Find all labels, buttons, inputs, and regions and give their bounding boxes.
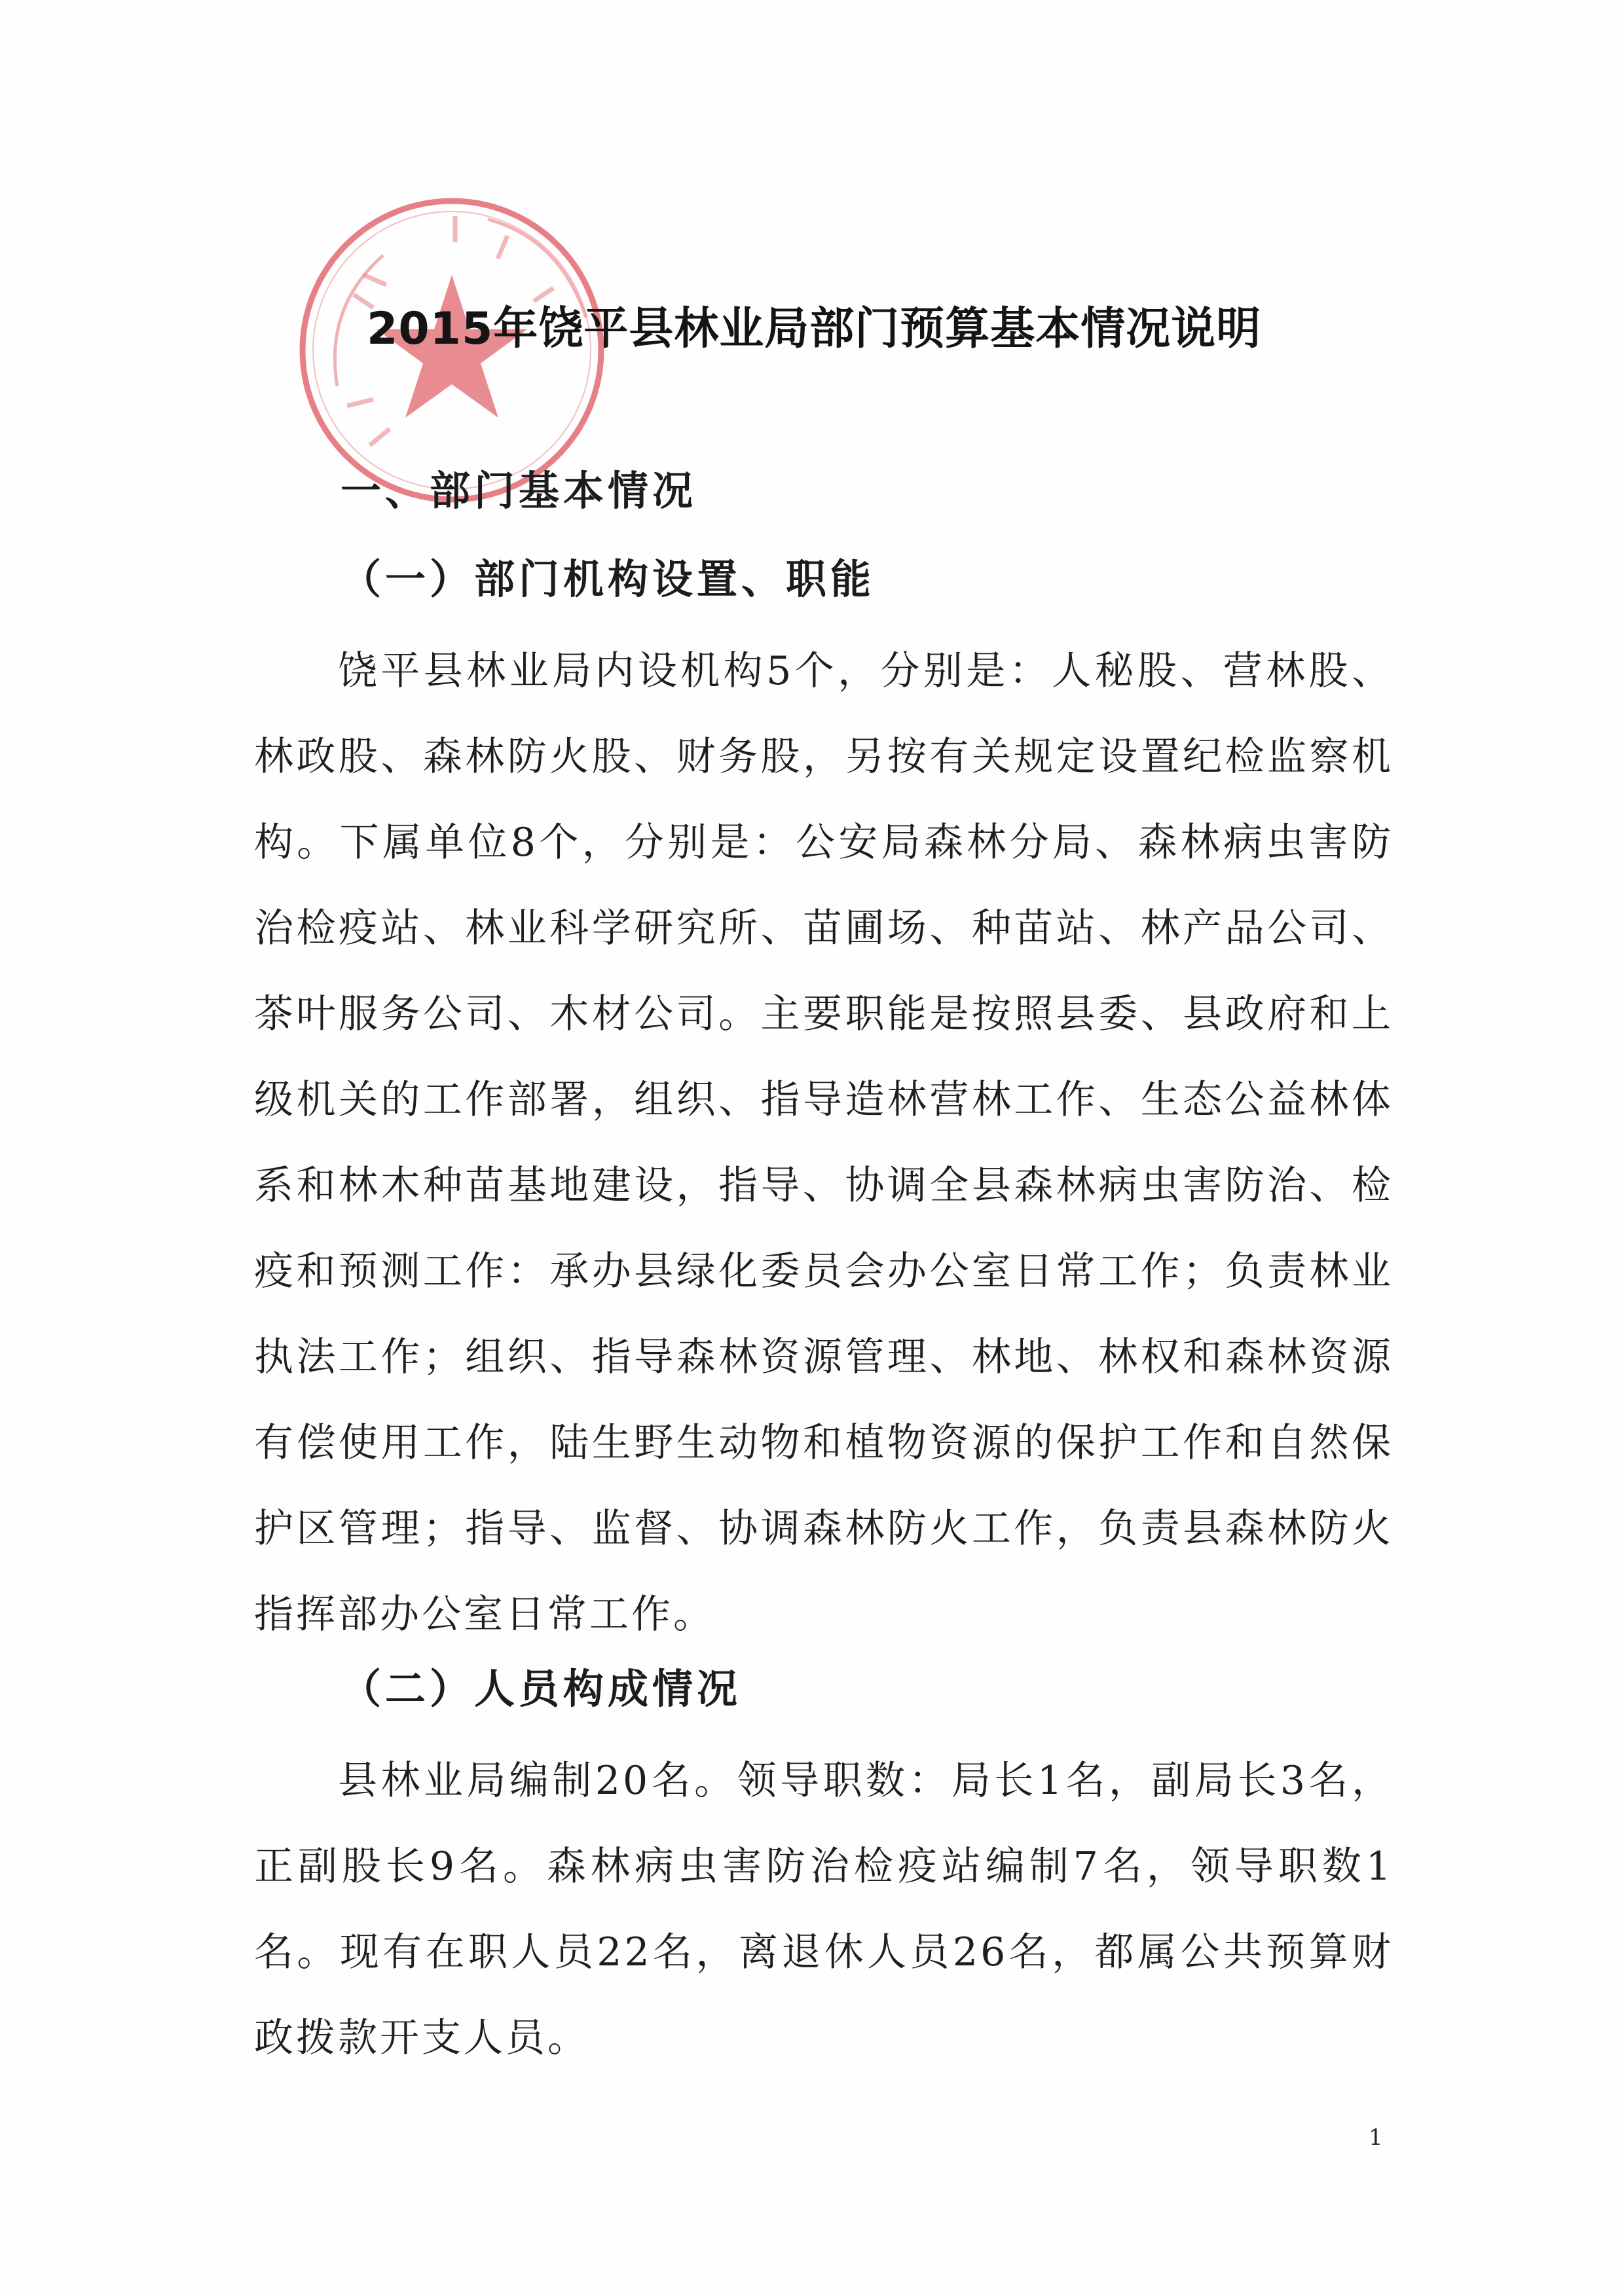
document-title: 2015年饶平县林业局部门预算基本情况说明 [367,303,1262,355]
paragraph-staff: 县林业局编制20名。领导职数：局长1名，副局长3名，正副股长9名。森林病虫害防治检疫站编制7名，领导职数1名。现有在职人员22名，离退休人员26名，都属公共预算财政拨款开支人员。 [254,1758,1393,2061]
subsection-heading-structure: （一）部门机构设置、职能 [341,555,876,603]
section-heading: 一、部门基本情况 [341,467,697,515]
page-number: 1 [1369,2124,1383,2151]
subsection-heading-staff: （二）人员构成情况 [341,1665,742,1713]
paragraph-structure: 饶平县林业局内设机构5个，分别是：人秘股、营林股、林政股、森林防火股、财务股，另按有关规定设置纪检监察机构。下属单位8个，分别是：公安局森林分局、森林病虫害防治检疫站、林业科学研究所、苗圃场、种苗站、林产品公司、茶叶服务公司、木材公司。主要职能是按照县委、县政府和上级机关的工作部署，组织、指导造林营林工作、生态公益林体系和林木种苗基地建设，指导、协调全县森林病虫害防治、检疫和预测工作：承办县绿化委员会办公室日常工作；负责林业执法工作；组织、指导森林资源管理、林地、林权和森林资源有偿使用工作，陆生野生动物和植物资源的保护工作和自然保护区管理；指导、监督、协调森林防火工作，负责县森林防火指挥部办公室日常工作。 [254,648,1393,1637]
